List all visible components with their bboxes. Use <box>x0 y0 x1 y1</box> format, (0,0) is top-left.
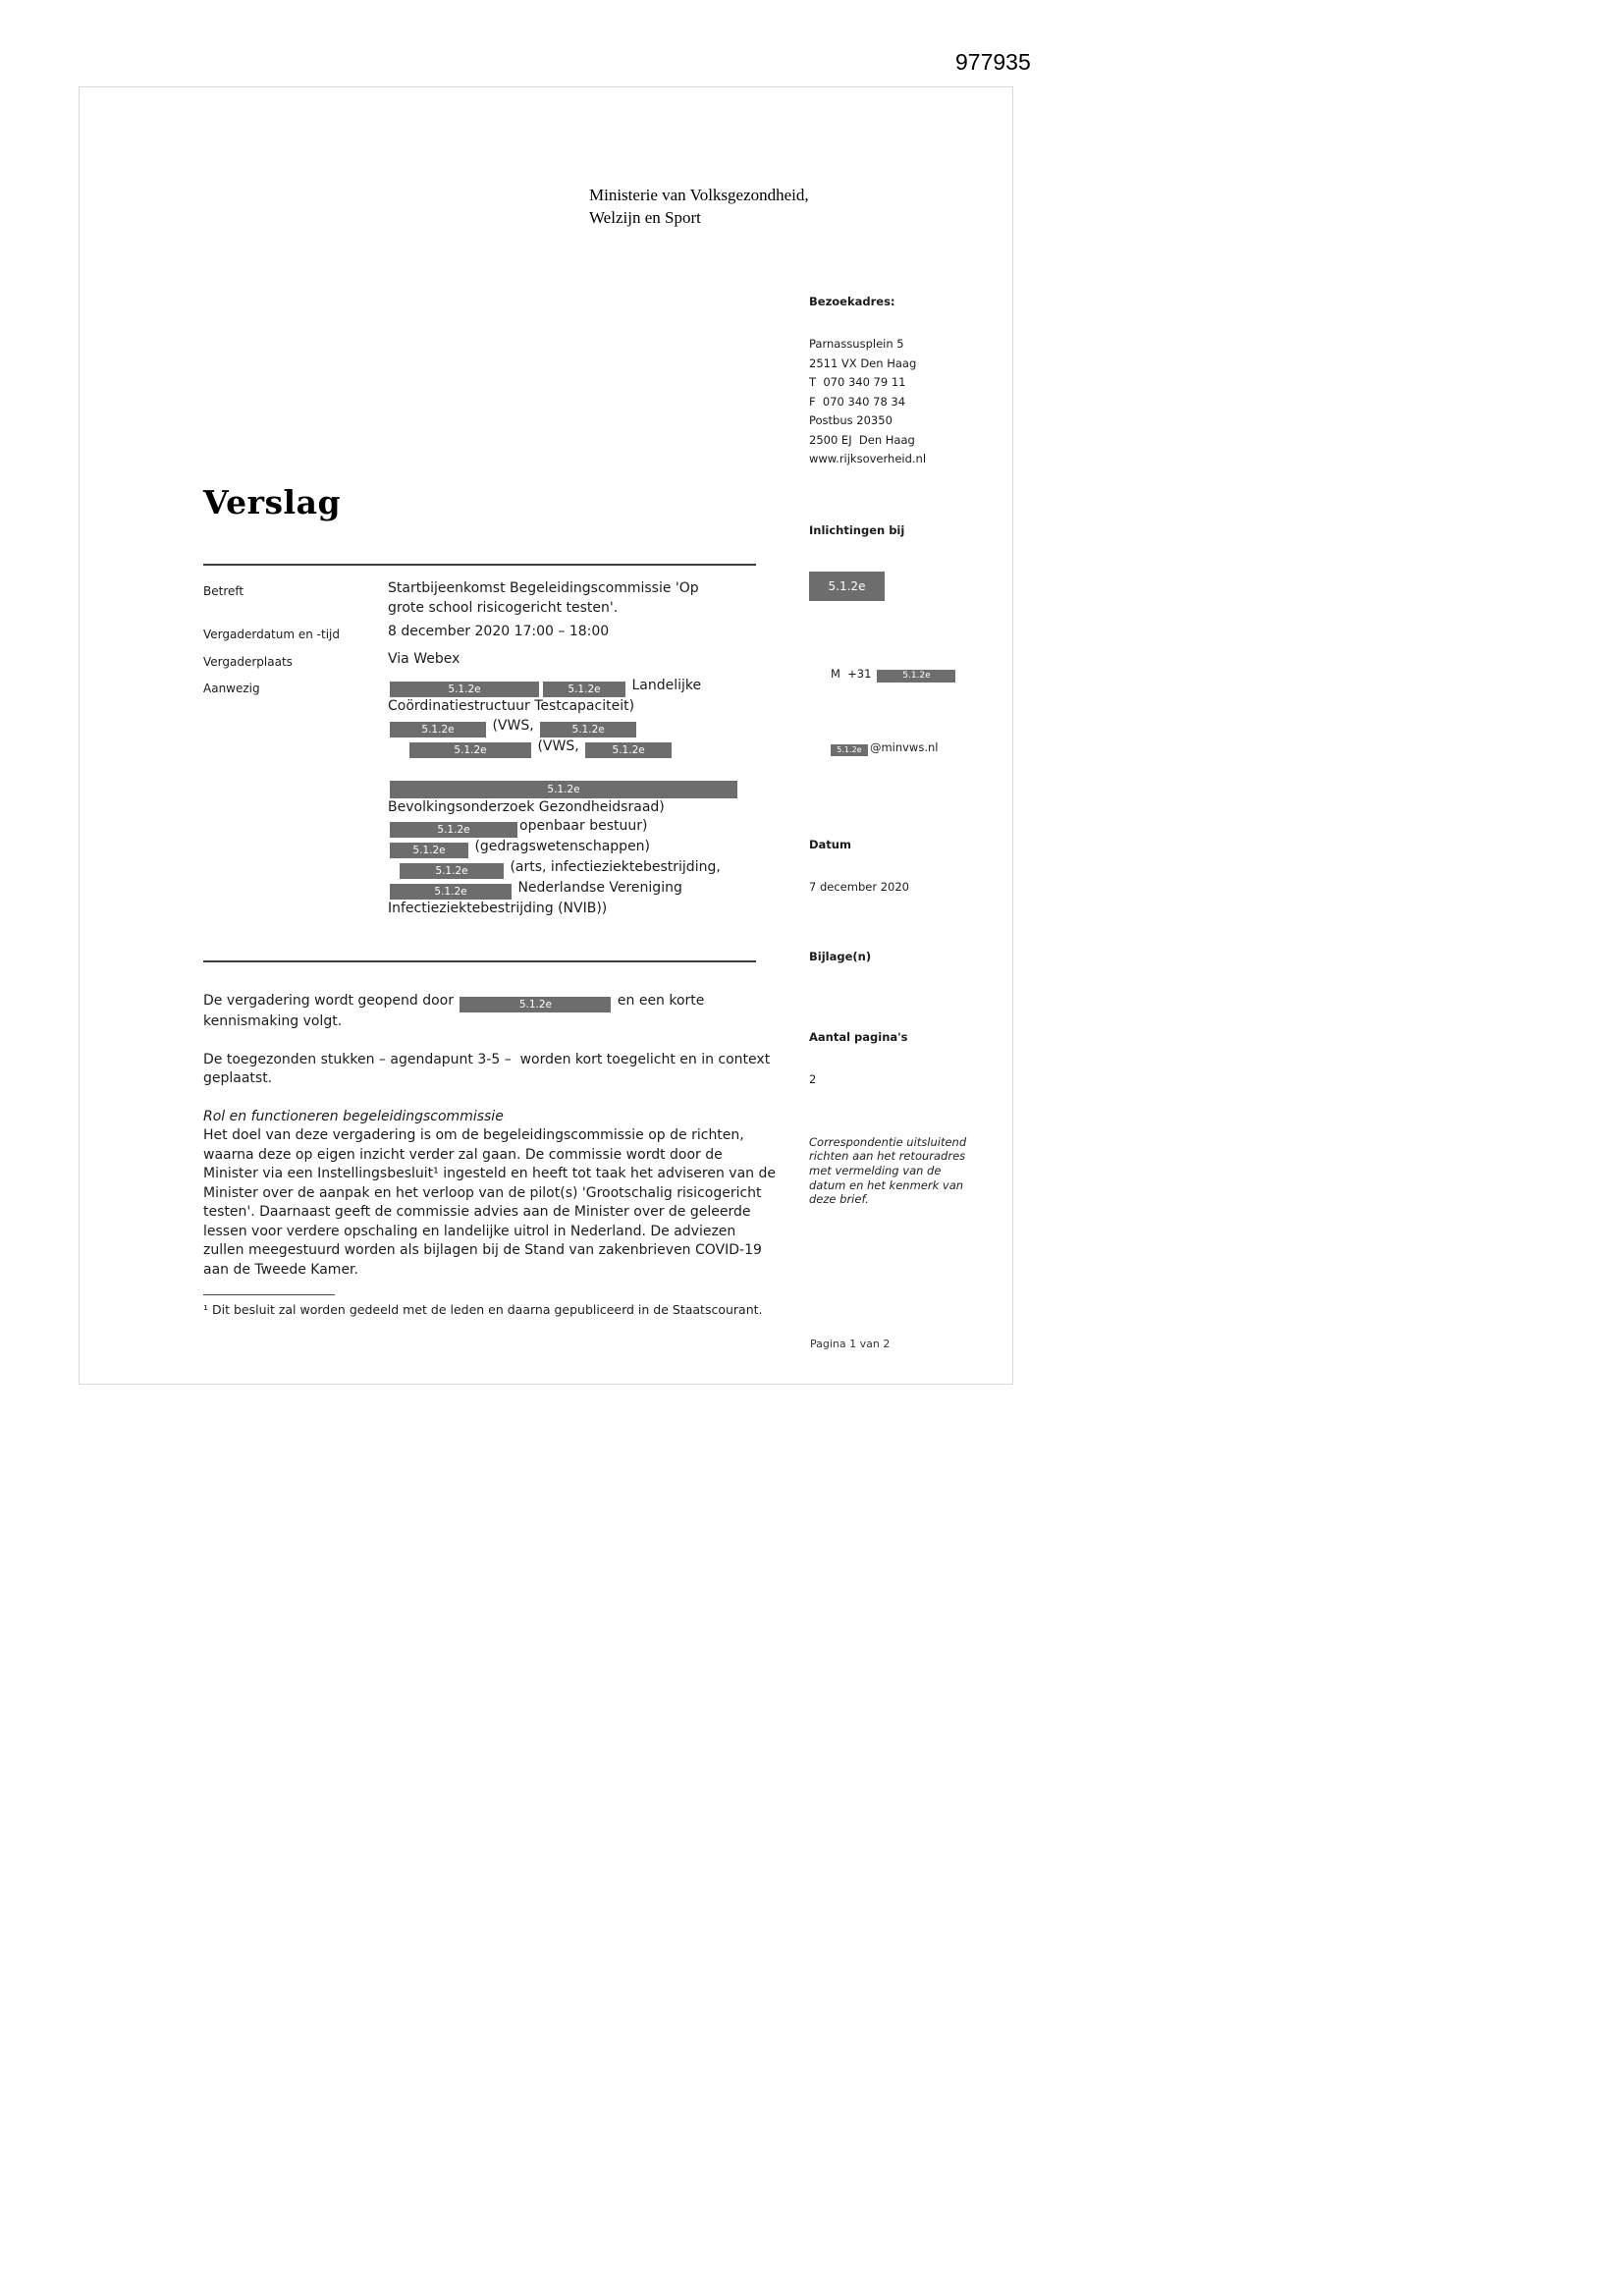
text-segment: openbaar bestuur) <box>519 818 648 834</box>
redaction-block: 5.1.2e <box>831 744 868 756</box>
redaction-block: 5.1.2e <box>400 863 504 879</box>
ministry-logo-text <box>589 185 809 230</box>
paragraph-opening <box>203 992 832 1032</box>
footnote-divider <box>203 1294 335 1295</box>
text-segment: Nederlandse Vereniging <box>514 880 682 896</box>
footnote-text: ¹ Dit besluit zal worden gedeeld met de leden en daarna gepubliceerd in de Staatscourant. <box>203 1302 763 1317</box>
date-value: 7 december 2020 <box>809 879 909 894</box>
mobile-row <box>809 652 981 695</box>
divider-bottom <box>203 960 756 962</box>
email-suffix: @minvws.nl <box>869 740 939 755</box>
mobile-prefix: M +31 <box>830 666 872 681</box>
report-body <box>203 992 832 1280</box>
attendees-label: Aanwezig <box>203 682 260 695</box>
divider-top <box>203 564 756 566</box>
text-segment: kennismaking volgt. <box>203 1013 343 1029</box>
text-line <box>388 677 792 697</box>
text-line: T 070 340 79 11 <box>809 375 906 390</box>
pages-count-value: 2 <box>809 1072 817 1087</box>
subject-value <box>388 579 792 618</box>
page-number: Pagina 1 van 2 <box>810 1338 891 1350</box>
document-number: 977935 <box>955 49 1031 75</box>
text-line: Het doel van deze vergadering is om de begeleidingscommissie op de richten, <box>203 1127 744 1143</box>
contact-label: Inlichtingen bij <box>809 523 905 538</box>
attendees-list <box>388 677 792 919</box>
text-line: Bevolkingsonderzoek Gezondheidsraad) <box>388 798 665 815</box>
redaction-block: 5.1.2e <box>390 682 539 697</box>
correspondence-note: Correspondentie uitsluitend richten aan het retouradres met vermelding van de datum en het kenmerk van deze brief. <box>809 1134 970 1207</box>
text-line: www.rijksoverheid.nl <box>809 452 927 466</box>
text-line: Coördinatiestructuur Testcapaciteit) <box>388 698 635 714</box>
text-line: grote school risicogericht testen'. <box>388 599 619 616</box>
redaction-block: 5.1.2e <box>409 742 531 758</box>
visit-address-label: Bezoekadres: <box>809 295 895 309</box>
ministry-name-line2: Welzijn en Sport <box>589 207 701 227</box>
redaction-block: 5.1.2e <box>809 572 885 601</box>
text-line <box>388 817 792 838</box>
meeting-place-label: Vergaderplaats <box>203 654 293 669</box>
text-segment: (VWS, <box>533 738 584 754</box>
visit-address-lines <box>809 337 981 471</box>
text-line: Minister over de aanpak en het verloop van de pilot(s) 'Grootschalig risicogericht <box>203 1184 762 1201</box>
text-line: testen'. Daarnaast geeft de commissie advies aan de Minister over de geleerde <box>203 1204 751 1220</box>
redaction-block: 5.1.2e <box>390 884 512 900</box>
text-segment: en een korte <box>613 993 705 1009</box>
text-line: 2500 EJ Den Haag <box>809 432 915 447</box>
subject-label: Betreft <box>203 584 244 598</box>
pages-count-label: Aantal pagina's <box>809 1030 908 1045</box>
redaction-block: 5.1.2e <box>540 722 636 738</box>
paragraph-role <box>203 1126 832 1280</box>
text-line <box>388 858 792 879</box>
redaction-block: 5.1.2e <box>460 997 611 1012</box>
redaction-block: 5.1.2e <box>390 822 517 838</box>
text-segment: De toegezonden stukken – agendapunt 3-5 – worden kort toegelicht en in context <box>203 1051 771 1067</box>
text-segment: geplaatst. <box>203 1070 273 1086</box>
paragraph-documents <box>203 1051 832 1089</box>
section-heading: Rol en functioneren begeleidingscommissie <box>203 1108 504 1124</box>
text-line: Startbijeenkomst Begeleidingscommissie 'Op <box>388 580 699 596</box>
text-line: 2511 VX Den Haag <box>809 355 917 370</box>
text-line: aan de Tweede Kamer. <box>203 1261 358 1278</box>
text-segment: De vergadering wordt geopend door <box>203 993 459 1009</box>
text-line: Parnassusplein 5 <box>809 337 904 352</box>
text-line <box>388 777 792 798</box>
letterhead-sidebar <box>809 267 981 1234</box>
meeting-datetime-value: 8 december 2020 17:00 – 18:00 <box>388 624 610 639</box>
meeting-datetime-label: Vergaderdatum en -tijd <box>203 628 340 641</box>
text-line: Infectieziektebestrijding (NVIB)) <box>388 901 608 916</box>
text-line <box>388 838 792 858</box>
redaction-block: 5.1.2e <box>390 722 486 738</box>
redaction-block: 5.1.2e <box>877 670 955 683</box>
meeting-place-value: Via Webex <box>388 650 460 667</box>
redaction-block: 5.1.2e <box>390 843 468 858</box>
redaction-block: 5.1.2e <box>543 682 625 697</box>
meeting-meta-table <box>203 579 792 919</box>
redaction-block: 5.1.2e <box>585 742 672 758</box>
text-segment: Landelijke <box>627 678 702 693</box>
text-line: Minister via een Instellingsbesluit¹ ingesteld en heeft tot taak het adviseren van de <box>203 1166 776 1181</box>
text-segment: (VWS, <box>488 717 539 734</box>
text-line <box>388 879 792 900</box>
text-line <box>388 738 792 758</box>
text-segment: (gedragswetenschappen) <box>470 839 651 854</box>
text-line: Postbus 20350 <box>809 413 893 428</box>
text-line: waarna deze op eigen inzicht verder zal gaan. De commissie wordt door de <box>203 1146 723 1163</box>
ministry-name-line1: Ministerie van Volksgezondheid, <box>589 186 809 204</box>
text-line: lessen voor verdere opschaling en landelijke uitrol in Nederland. De adviezen <box>203 1223 736 1239</box>
email-row <box>809 727 981 770</box>
redaction-block: 5.1.2e <box>390 781 737 798</box>
text-line: F 070 340 78 34 <box>809 394 906 409</box>
text-line <box>388 717 792 738</box>
text-segment: (arts, infectieziektebestrijding, <box>506 859 721 875</box>
attachments-label: Bijlage(n) <box>809 949 872 963</box>
page-title: Verslag <box>203 483 342 521</box>
date-label: Datum <box>809 838 851 852</box>
text-line: zullen meegestuurd worden als bijlagen bij de Stand van zakenbrieven COVID-19 <box>203 1242 762 1258</box>
